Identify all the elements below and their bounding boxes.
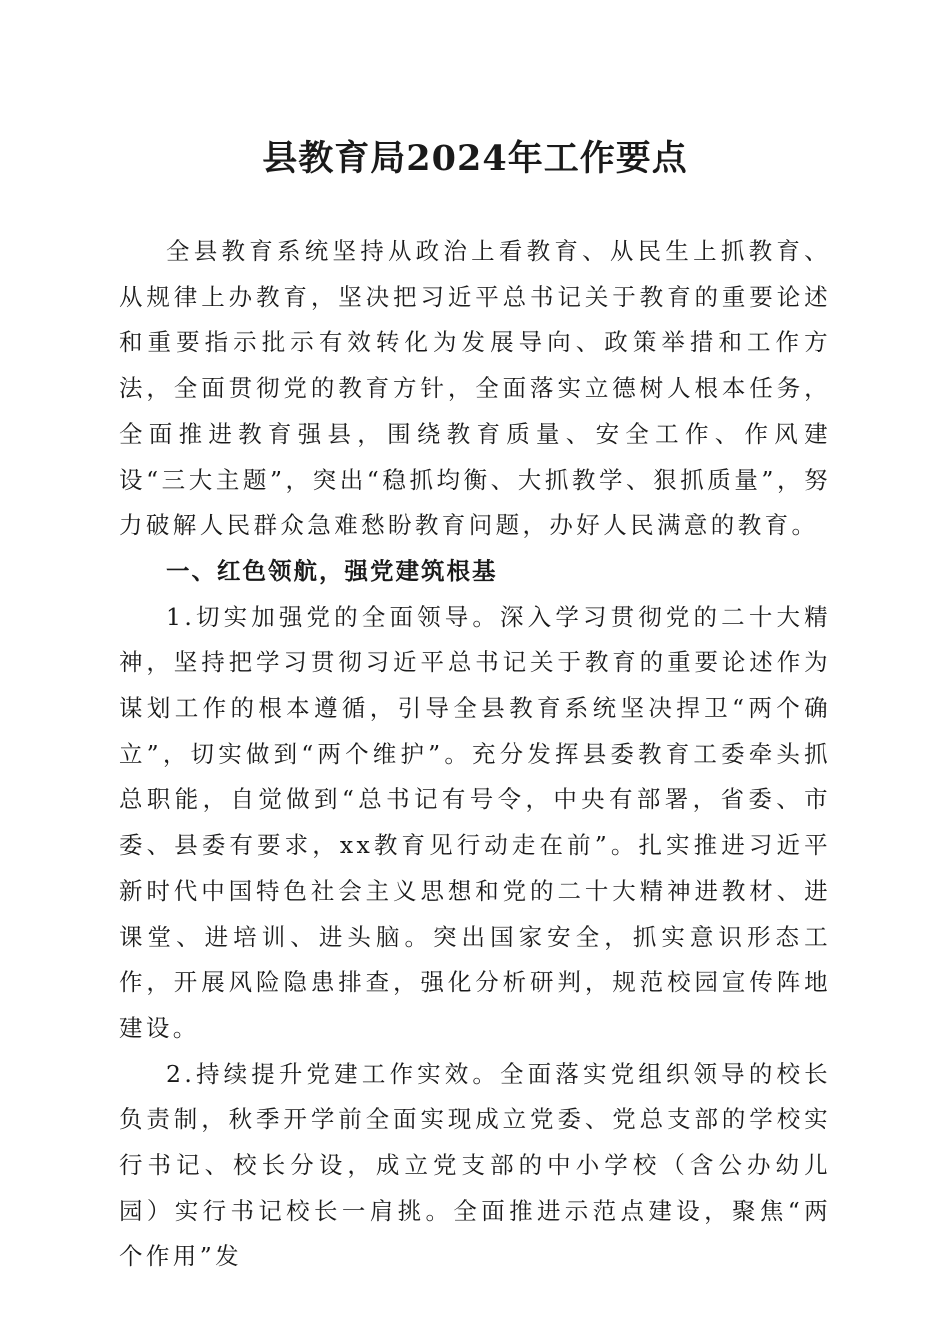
section-heading: 一、红色领航，强党建筑根基: [166, 556, 498, 585]
paragraph-item-1: 1.切实加强党的全面领导。深入学习贯彻党的二十大精神，坚持把学习贯彻习近平总书记关于教育的重要论述作为谋划工作的根本遵循，引导全县教育系统坚决捍卫“两个确立”，切实做到“两个维护”。充分发挥县委教育工委牵头抓总职能，自觉做到“总书记有号令，中央有部署，省委、市委、县委有要求，xx教育见行动走在前”。扎实推进习近平新时代中国特色社会主义思想和党的二十大精神进教材、进课堂、进培训、进头脑。突出国家安全，抓实意识形态工作，开展风险隐患排查，强化分析研判，规范校园宣传阵地建设。: [119, 602, 831, 1042]
document-body: [119, 229, 831, 1280]
paragraph-item-2: 2.持续提升党建工作实效。全面落实党组织领导的校长负责制，秋季开学前全面实现成立党委、党总支部的学校实行书记、校长分设，成立党支部的中小学校（含公办幼儿园）实行书记校长一肩挑。全面推进示范点建设，聚焦“两个作用”发: [119, 1059, 831, 1271]
document-title: 县教育局2024年工作要点: [262, 138, 688, 179]
intro-paragraph: 全县教育系统坚持从政治上看教育、从民生上抓教育、从规律上办教育，坚决把习近平总书记关于教育的重要论述和重要指示批示有效转化为发展导向、政策举措和工作方法，全面贯彻党的教育方针，全面落实立德树人根本任务，全面推进教育强县，围绕教育质量、安全工作、作风建设“三大主题”，突出“稳抓均衡、大抓教学、狠抓质量”，努力破解人民群众急难愁盼教育问题，办好人民满意的教育。: [119, 237, 831, 540]
